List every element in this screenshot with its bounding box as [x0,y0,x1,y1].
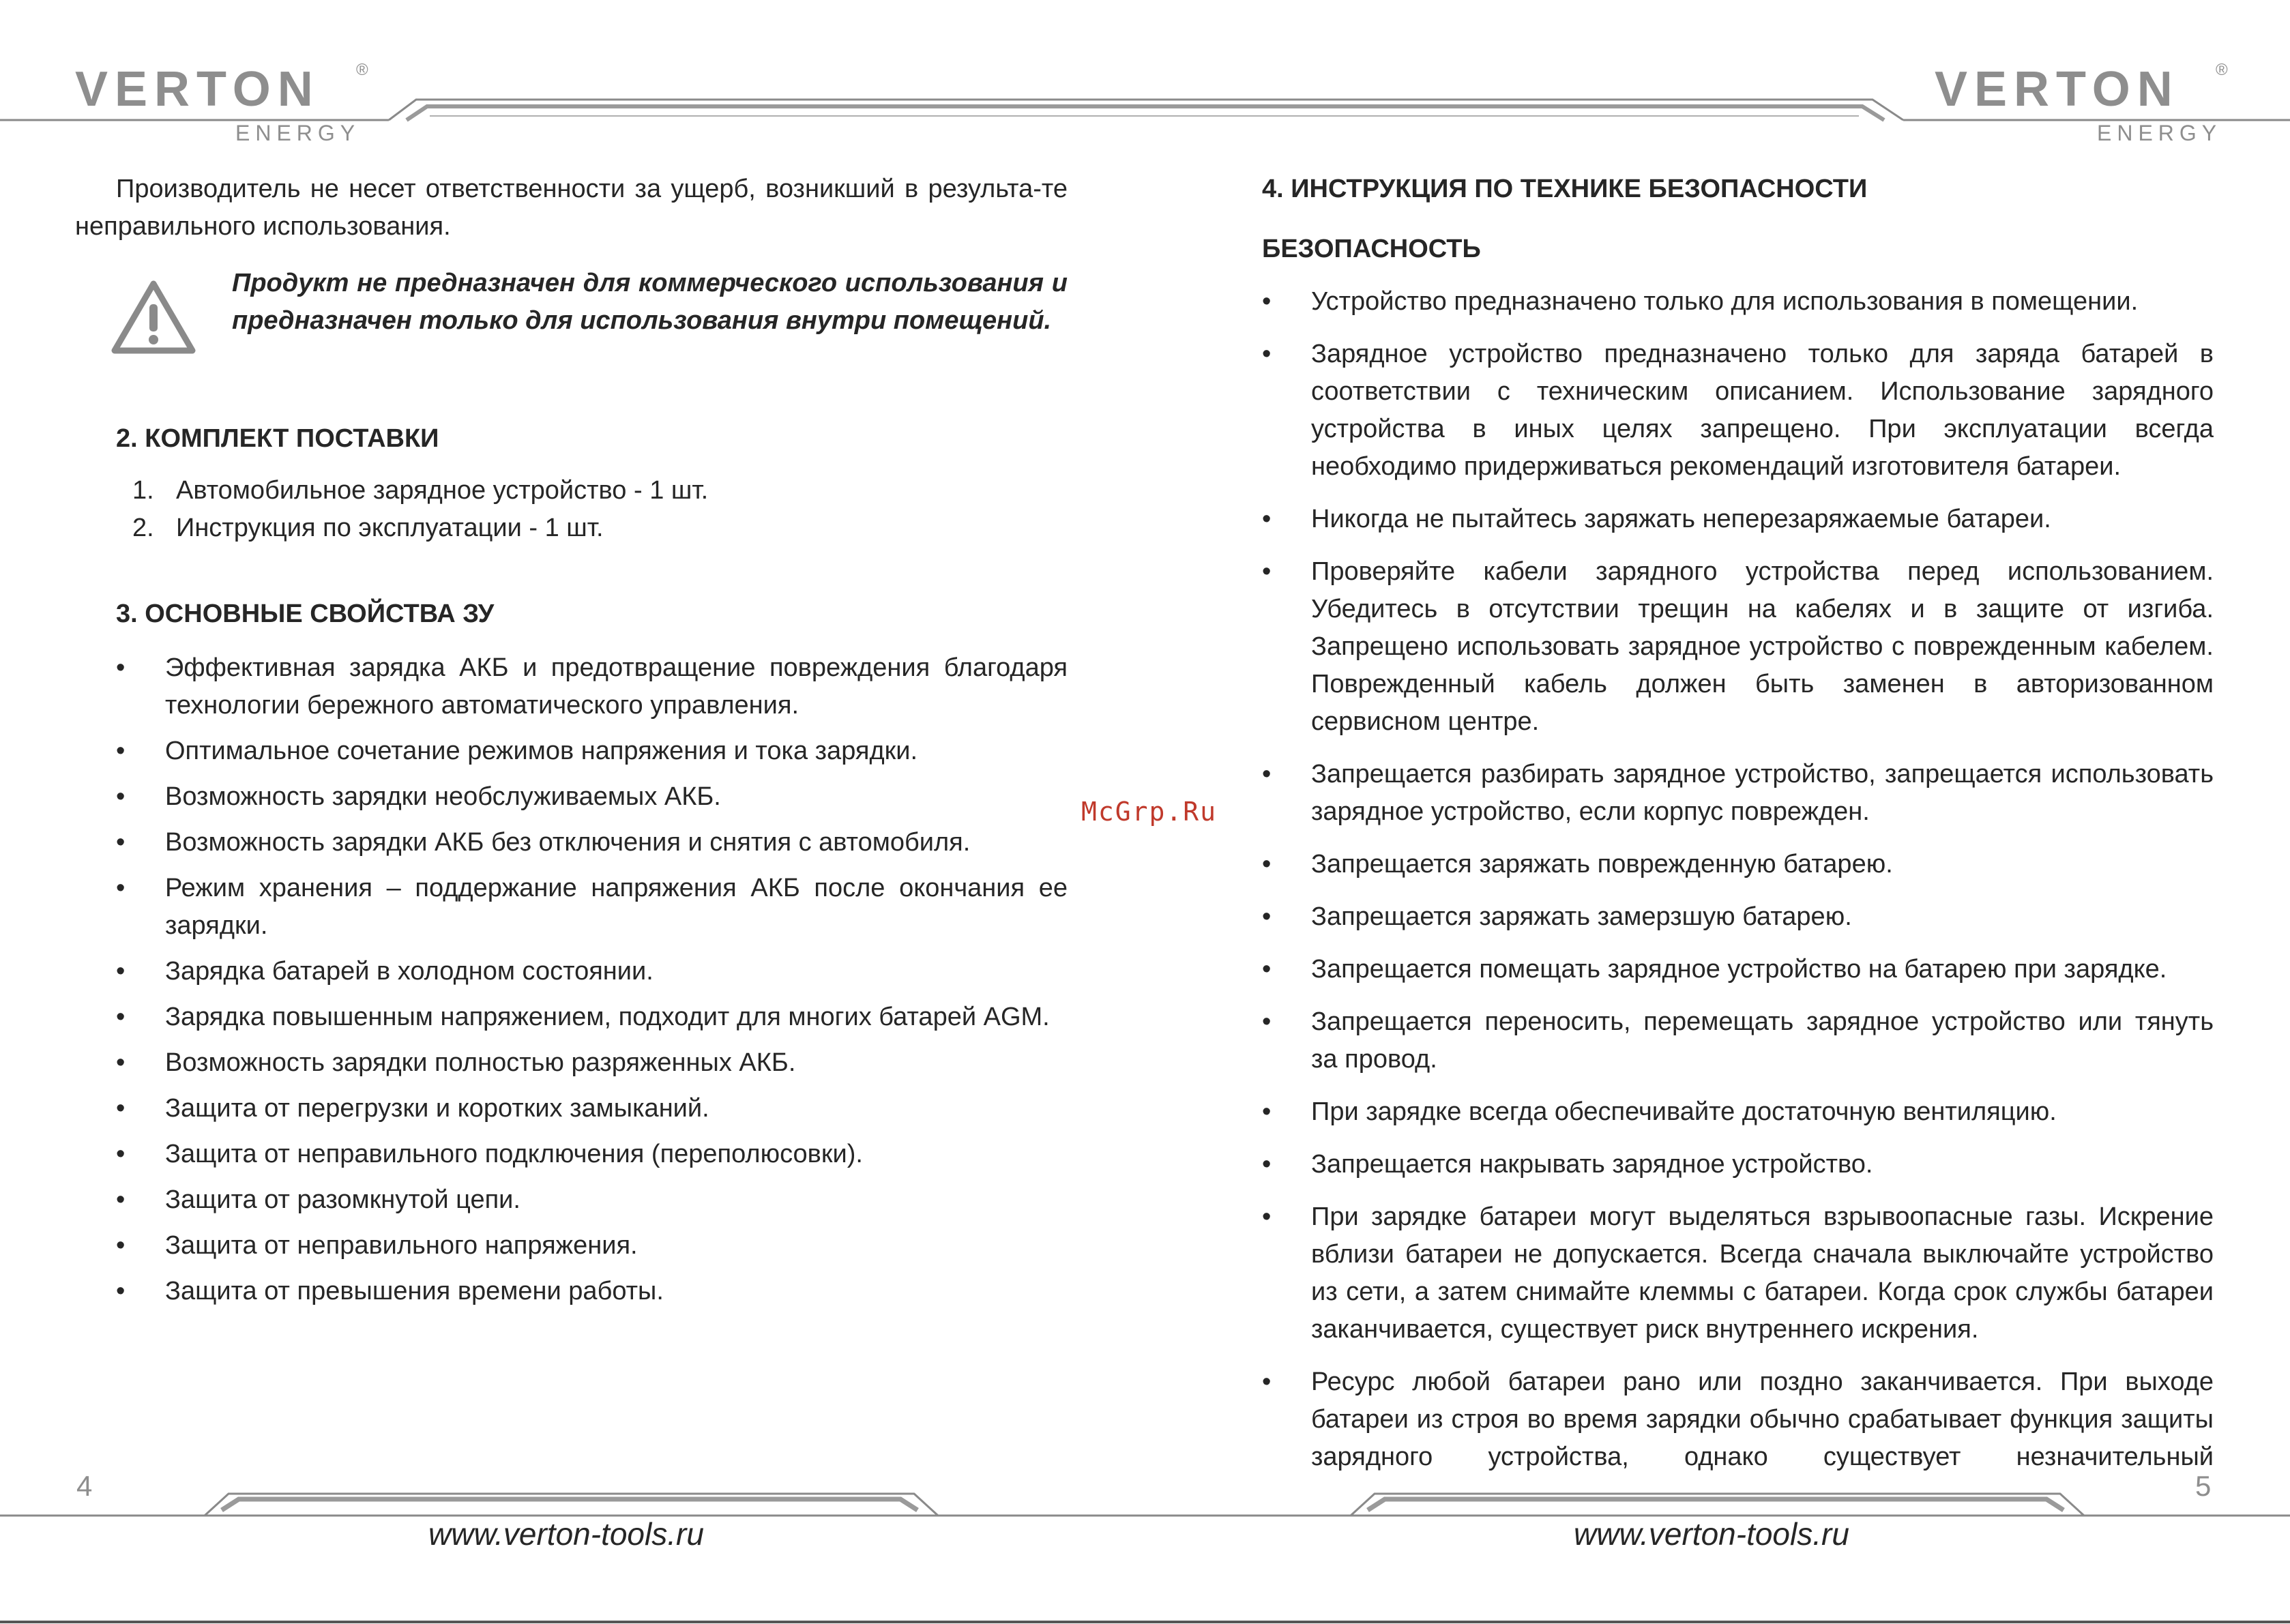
list-item: • Устройство предназначено только для использования в помещении. [1262,283,2214,321]
list-item: • Запрещается накрывать зарядное устройство. [1262,1146,2214,1183]
watermark: McGrp.Ru [1081,797,1218,827]
list-item: • Зарядное устройство предназначено только для заряда батарей в соответствии с техническим описанием. Использование зарядного устройства в иных целях запрещено. При эксплуатации всегда необходимо придерживаться рекомендаций изготовителя батареи. [1262,336,2214,486]
list-item: • Запрещается переносить, перемещать зарядное устройство или тянуть за провод. [1262,1003,2214,1078]
list-item: • Запрещается заряжать поврежденную батарею. [1262,846,2214,883]
logo-subtitle: ENERGY [2097,121,2222,145]
registered-mark: ® [356,61,368,79]
list-item: • Возможность зарядки АКБ без отключения и снятия с автомобиля. [116,824,1068,861]
footer-url-left[interactable]: www.verton-tools.ru [428,1516,704,1552]
list-item: • Запрещается заряжать замерзшую батарею. [1262,898,2214,936]
logo-wordmark: VERTON [1935,62,2179,117]
intro-paragraph: Производитель не несет ответственности за ущерб, возникший в результа-те неправильного использования. [75,175,1068,241]
list-item: • Эффективная зарядка АКБ и предотвращение повреждения благодаря технологии бережного автоматического управления. [116,649,1068,724]
list-item: • Защита от перегрузки и коротких замыканий. [116,1090,1068,1127]
safety-subtitle: БЕЗОПАСНОСТЬ [1262,235,1481,263]
list-item: 2. Инструкция по эксплуатации - 1 шт. [132,514,604,542]
list-item: • Зарядка батарей в холодном состоянии. [116,953,1068,990]
footer-url-right[interactable]: www.verton-tools.ru [1574,1516,1849,1552]
delivery-list [116,472,1068,547]
logo-wordmark: VERTON [75,62,320,117]
section-3-title: 3. ОСНОВНЫЕ СВОЙСТВА ЗУ [116,600,495,628]
list-item: • Режим хранения – поддержание напряжения АКБ после окончания ее зарядки. [116,870,1068,945]
list-item: • Проверяйте кабели зарядного устройства перед использованием. Убедитесь в отсутствии трещин на кабелях и в защите от изгиба. Запрещено использовать зарядное устройство с поврежденным кабелем. Поврежденный кабель должен быть заменен в авторизованном сервисном центре. [1262,553,2214,741]
warning-text: Продукт не предназначен для коммерческого использования и предназначен только для использования внутри помещений. [232,269,1068,335]
list-item: • Оптимальное сочетание режимов напряжения и тока зарядки. [116,733,1068,770]
list-item: • Защита от превышения времени работы. [116,1273,1068,1310]
page-number-left: 4 [76,1470,93,1502]
list-item: • Запрещается разбирать зарядное устройство, запрещается использовать зарядное устройство, если корпус поврежден. [1262,756,2214,831]
list-item: • Зарядка повышенным напряжением, подходит для многих батарей AGM. [116,999,1068,1036]
logo-right [1935,61,2228,145]
list-item: • При зарядке батареи могут выделяться взрывоопасные газы. Искрение вблизи батареи не допускается. Всегда сначала выключайте устройство из сети, а затем снимайте клеммы с батареи. Когда срок службы батареи заканчивается, существует риск внутреннего искрения. [1262,1198,2214,1348]
section-2-title: 2. КОМПЛЕКТ ПОСТАВКИ [116,424,439,453]
logo-left [75,61,368,145]
features-list [116,649,1068,1318]
safety-list [1262,283,2214,1476]
list-item: • Ресурс любой батареи рано или поздно заканчивается. При выходе батареи из строя во время зарядки обычно срабатывает функция защиты зарядного устройства, однако существует незначительный [1262,1363,2214,1476]
page-number-right: 5 [2195,1470,2212,1502]
logo-subtitle: ENERGY [235,121,361,145]
list-item: • При зарядке всегда обеспечивайте достаточную вентиляцию. [1262,1093,2214,1131]
list-item: • Возможность зарядки необслуживаемых АКБ. [116,778,1068,816]
list-item: • Никогда не пытайтесь заряжать неперезаряжаемые батареи. [1262,501,2214,538]
list-item: • Защита от неправильного напряжения. [116,1227,1068,1265]
list-item: • Запрещается помещать зарядное устройство на батарею при зарядке. [1262,951,2214,988]
list-item: • Возможность зарядки полностью разряженных АКБ. [116,1044,1068,1082]
list-item: • Защита от разомкнутой цепи. [116,1181,1068,1219]
section-4-title: 4. ИНСТРУКЦИЯ ПО ТЕХНИКЕ БЕЗОПАСНОСТИ [1262,175,1868,203]
registered-mark: ® [2216,61,2228,79]
warning-triangle-icon [111,280,196,356]
list-item: • Защита от неправильного подключения (переполюсовки). [116,1136,1068,1173]
list-item: 1. Автомобильное зарядное устройство - 1 шт. [132,476,709,505]
